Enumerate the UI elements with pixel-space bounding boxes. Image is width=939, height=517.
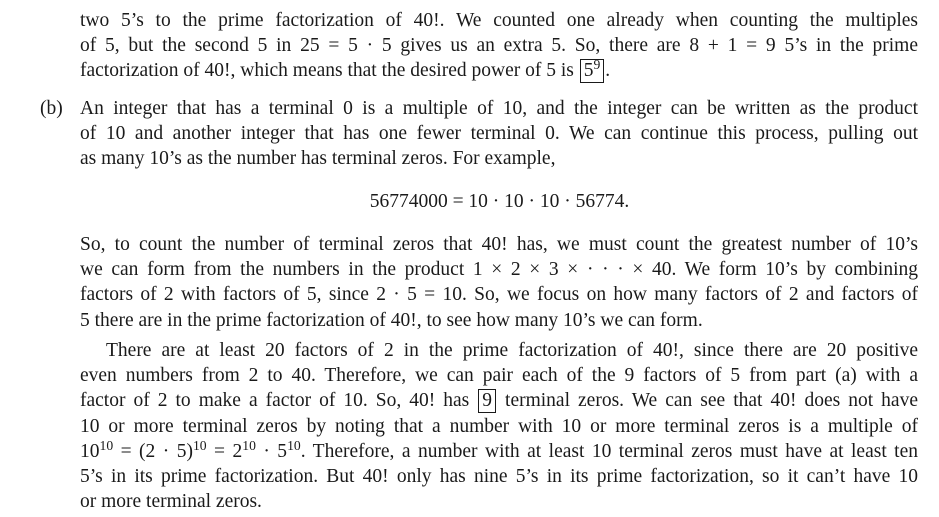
exponent: 10: [242, 438, 256, 453]
exponent: 10: [287, 438, 301, 453]
boxed-answer: 9: [478, 389, 496, 413]
answer-base: 5: [583, 60, 594, 82]
boxed-answer: [580, 59, 605, 83]
text-fragment: · 5: [255, 440, 288, 462]
text-line: as many 10’s as the number has terminal zeros. For example,: [80, 148, 556, 170]
text-fragment: = (2 · 5): [113, 440, 193, 462]
text-line: So, to count the number of terminal zeros that 40! has, we must count the greatest number of 10’s: [80, 234, 918, 255]
text-line: factors of 2 with factors of 5, since 2 · 5 = 10. So, we focus on how many factors of 2 and factors of: [80, 284, 918, 306]
text-line: 5 there are in the prime factorization of 40!, to see how many 10’s we can form.: [80, 309, 703, 331]
text-fragment: factorization of 40!, which means that the desired power of 5 is: [80, 60, 579, 82]
text-line: of 10 and another integer that has one fewer terminal 0. We can continue this process, pulling out: [80, 123, 918, 145]
part-b-paragraph-1: [80, 96, 918, 172]
part-b-label: (b): [40, 98, 63, 119]
text-line: [80, 388, 918, 413]
exponent: 10: [192, 438, 207, 453]
text-line: [80, 58, 918, 83]
text-line: we can form from the numbers in the product 1 × 2 × 3 × · · · × 40. We form 10’s by combining: [80, 259, 918, 281]
text-line: There are at least 20 factors of 2 in the prime factorization of 40!, since there are 20 positive: [106, 340, 918, 361]
part-b-paragraph-3: [80, 338, 918, 514]
text-line: two 5’s to the prime factorization of 40!. We counted one already when counting the multiples: [80, 10, 918, 31]
text-line: [80, 439, 918, 464]
text-fragment: .: [605, 60, 611, 82]
text-fragment: terminal zeros. We can see that 40! does not have: [497, 390, 918, 412]
text-line: 10 or more terminal zeros by noting that a number with 10 or more terminal zeros is a multiple of: [80, 415, 918, 437]
text-fragment: . Therefore, a number with at least 10 terminal zeros must have at least ten: [300, 440, 919, 462]
text-fragment: = 2: [206, 440, 243, 462]
part-a-conclusion: [80, 8, 918, 84]
text-line: 5’s in its prime factorization. But 40! only has nine 5’s in its prime factorization, so it can’t have 10: [80, 466, 918, 488]
example-equation: 56774000 = 10 · 10 · 10 · 56774.: [369, 191, 630, 212]
text-line: or more terminal zeros.: [80, 491, 262, 513]
text-fragment: factor of 2 to make a factor of 10. So, 40! has: [80, 390, 478, 412]
answer-exponent: 9: [593, 57, 601, 73]
text-line: An integer that has a terminal 0 is a multiple of 10, and the integer can be written as the product: [80, 98, 918, 119]
text-line: even numbers from 2 to 40. Therefore, we can pair each of the 9 factors of 5 from part (a) with a: [80, 365, 918, 387]
part-b-paragraph-2: [80, 232, 918, 333]
text-fragment: 10: [80, 440, 100, 462]
exponent: 10: [99, 438, 114, 453]
text-line: of 5, but the second 5 in 25 = 5 · 5 gives us an extra 5. So, there are 8 + 1 = 9 5’s in the prime: [80, 35, 918, 57]
